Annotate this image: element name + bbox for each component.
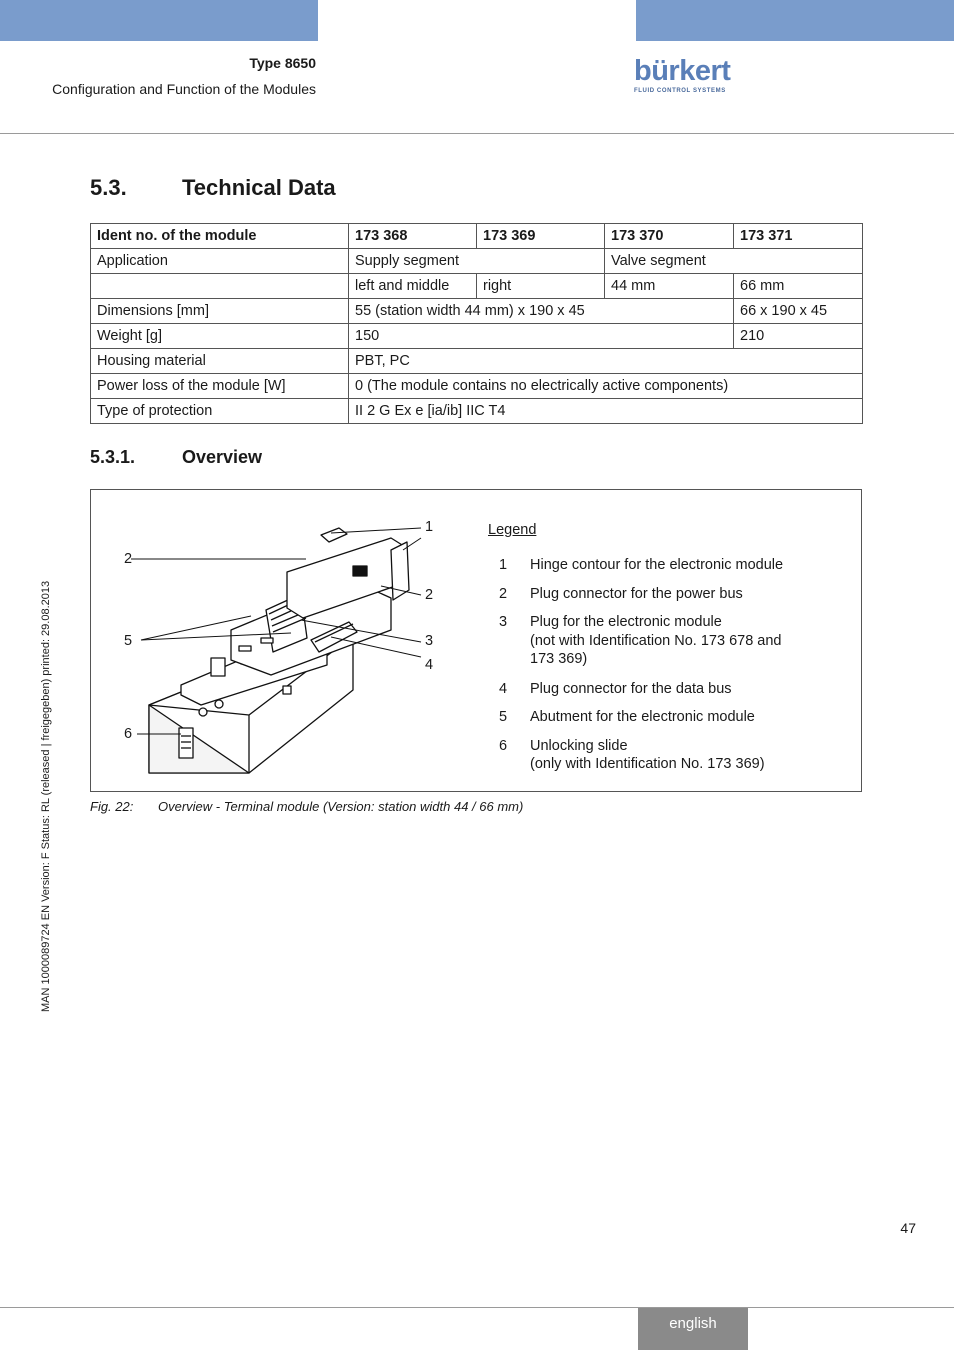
table-header-cell: 173 371 — [734, 224, 863, 249]
table-row — [91, 349, 863, 374]
chapter-title: Configuration and Function of the Modules — [52, 81, 316, 97]
table-header-cell: 173 370 — [605, 224, 734, 249]
table-row — [91, 399, 863, 424]
legend-line: 173 369) — [530, 651, 588, 667]
callout-1: 1 — [425, 519, 434, 535]
legend-line: Plug for the electronic module — [530, 614, 722, 630]
figure-caption — [90, 799, 523, 814]
table-cell: 55 (station width 44 mm) x 190 x 45 — [349, 299, 734, 324]
legend-item — [499, 680, 859, 699]
table-cell: Dimensions [mm] — [91, 299, 349, 324]
table-cell: Valve segment — [605, 249, 863, 274]
legend-line: (not with Identification No. 173 678 and — [530, 632, 782, 649]
callout-3: 3 — [425, 633, 434, 649]
technical-data-table — [90, 223, 863, 424]
table-cell: 44 mm — [605, 274, 734, 299]
page-number: 47 — [900, 1220, 916, 1236]
legend-number: 6 — [499, 737, 508, 754]
table-row — [91, 249, 863, 274]
callout-2-left: 2 — [124, 551, 133, 567]
header-bar-left — [0, 0, 318, 41]
legend-item — [499, 708, 859, 727]
table-row — [91, 274, 863, 299]
caption-label: Fig. 22: — [90, 799, 134, 814]
legend-number: 2 — [499, 585, 508, 602]
header-bar-right — [636, 0, 954, 41]
overview-figure — [90, 489, 862, 792]
table-cell: Weight [g] — [91, 324, 349, 349]
table-cell: left and middle — [349, 274, 477, 299]
table-row — [91, 299, 863, 324]
table-cell: II 2 G Ex e [ia/ib] IIC T4 — [349, 399, 863, 424]
document-info-vertical: MAN 1000089724 EN Version: F Status: RL (released | freigegeben) printed: 29.08.2013 — [40, 580, 52, 1012]
logo-word: bürkert — [634, 55, 731, 87]
burkert-logo — [634, 56, 734, 94]
table-header-row — [91, 224, 863, 249]
subsection-number: 5.3.1. — [90, 447, 136, 467]
table-header-cell: Ident no. of the module — [91, 224, 349, 249]
section-number: 5.3. — [90, 175, 127, 200]
callout-4: 4 — [425, 657, 434, 673]
callout-5: 5 — [124, 633, 133, 649]
legend-number: 5 — [499, 709, 508, 725]
legend-text — [530, 737, 859, 774]
legend-item — [499, 613, 859, 669]
legend-number: 1 — [499, 557, 508, 573]
legend-number: 4 — [499, 680, 508, 697]
legend-text: Plug connector for the power bus — [530, 585, 743, 602]
table-row — [91, 324, 863, 349]
legend-number: 3 — [499, 614, 508, 630]
table-cell: 0 (The module contains no electrically active components) — [349, 374, 863, 399]
table-cell: 150 — [349, 324, 734, 349]
footer-divider — [0, 1307, 954, 1308]
table-cell: Type of protection — [91, 399, 349, 424]
callout-2-right: 2 — [425, 587, 434, 603]
subsection-heading — [90, 447, 262, 468]
table-cell: 210 — [734, 324, 863, 349]
table-cell: right — [477, 274, 605, 299]
legend-text: Plug connector for the data bus — [530, 680, 732, 697]
callout-6: 6 — [124, 726, 133, 742]
table-cell: PBT, PC — [349, 349, 863, 374]
legend-line: Unlocking slide — [530, 737, 628, 754]
table-row — [91, 374, 863, 399]
table-cell: Housing material — [91, 349, 349, 374]
header-divider — [0, 133, 954, 134]
language-tab: english — [638, 1308, 748, 1350]
document-type: Type 8650 — [249, 55, 316, 71]
legend-line: (only with Identification No. 173 369) — [530, 756, 765, 772]
table-header-cell: 173 368 — [349, 224, 477, 249]
section-heading — [90, 175, 336, 201]
table-cell: Power loss of the module [W] — [91, 374, 349, 399]
legend-item — [499, 737, 859, 774]
table-header-cell: 173 369 — [477, 224, 605, 249]
legend-text: Hinge contour for the electronic module — [530, 557, 784, 573]
legend-item — [499, 556, 859, 575]
terminal-module-drawing — [91, 490, 481, 790]
table-cell: Application — [91, 249, 349, 274]
logo-tagline: FLUID CONTROL SYSTEMS — [634, 88, 726, 94]
legend-text — [530, 613, 859, 669]
table-cell — [91, 274, 349, 299]
table-cell: 66 x 190 x 45 — [734, 299, 863, 324]
subsection-title: Overview — [182, 447, 263, 467]
legend-item — [499, 585, 859, 604]
table-cell: 66 mm — [734, 274, 863, 299]
section-title: Technical Data — [182, 175, 336, 200]
legend-title: Legend — [488, 522, 537, 538]
legend-list — [499, 556, 859, 774]
table-cell: Supply segment — [349, 249, 605, 274]
legend-text: Abutment for the electronic module — [530, 709, 755, 725]
caption-text: Overview - Terminal module (Version: station width 44 / 66 mm) — [158, 799, 524, 814]
